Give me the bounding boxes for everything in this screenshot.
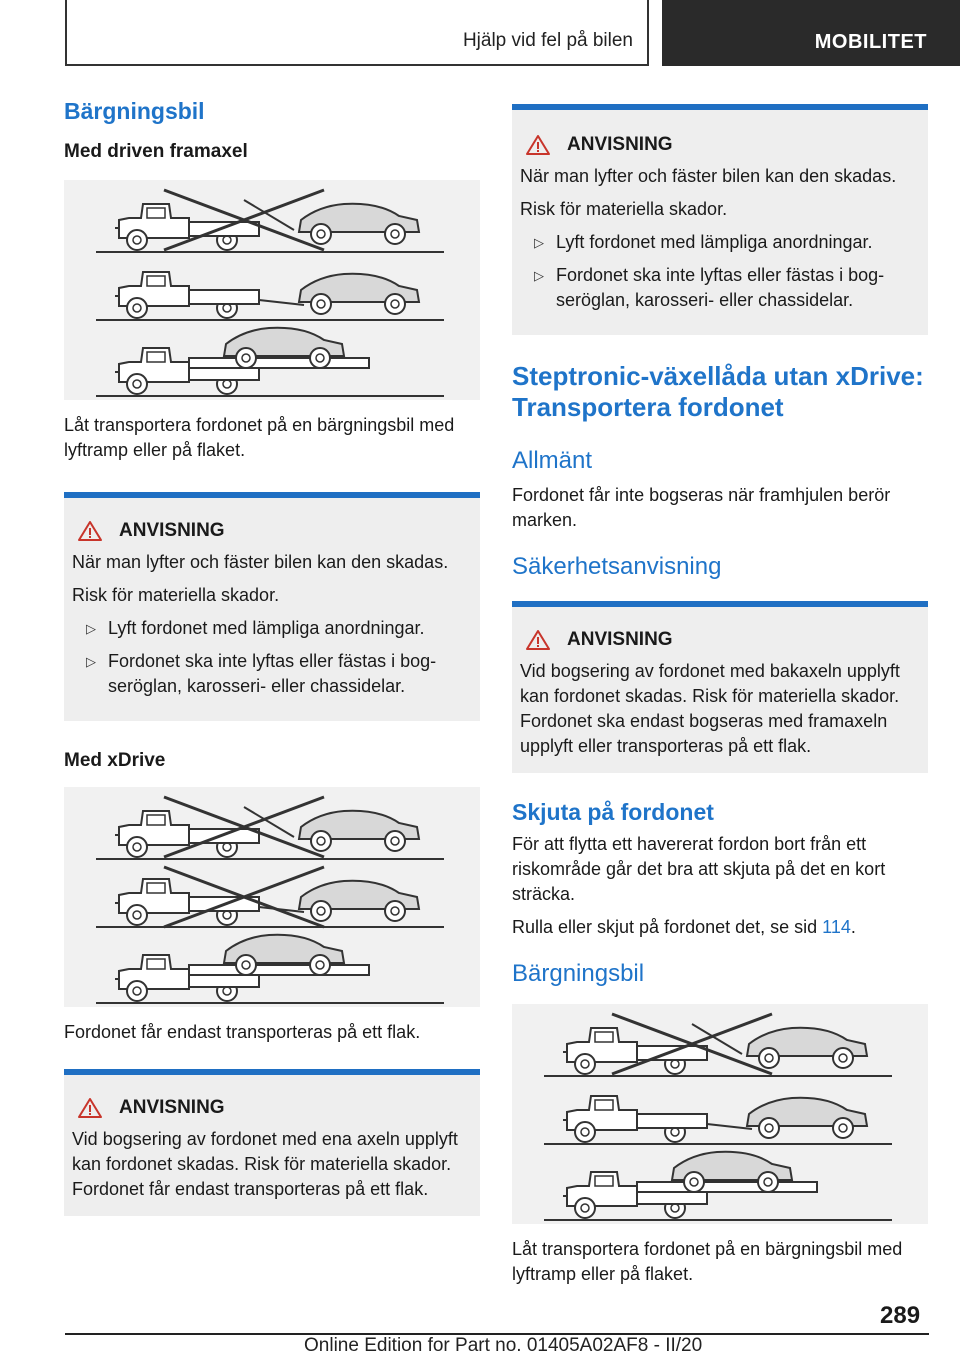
notice-heading [77, 520, 472, 542]
section-title-bargningsbil: Bärgningsbil [64, 98, 205, 124]
caption-right: Låt transportera fordonet på en bärgningsbil med lyftramp eller på flaket. [512, 1239, 903, 1284]
triangle-bullet-icon: ▷ [86, 621, 96, 636]
page-header [0, 0, 960, 66]
notice-line: När man lyfter och fäster bilen kan den skadas. [520, 166, 897, 186]
list-item [534, 263, 920, 313]
warning-triangle-icon [77, 1097, 103, 1119]
caption-front-axle: Låt transportera fordonet på en bärgningsbil med lyftramp eller på flaket. [64, 415, 455, 460]
notice-line: När man lyfter och fäster bilen kan den skadas. [72, 552, 449, 572]
heading-skjuta: Skjuta på fordonet [512, 799, 714, 825]
triangle-bullet-icon: ▷ [534, 268, 544, 283]
tow-illustration-front-axle [64, 180, 480, 400]
paragraph-rulla [512, 915, 928, 940]
tow-illustration-xdrive [64, 787, 480, 1007]
tow-illustration-right [512, 1004, 928, 1224]
list-item-text: Lyft fordonet med lämpliga anordningar. [108, 618, 425, 638]
heading-allmant: Allmänt [512, 447, 593, 474]
list-item-text: Fordonet ska inte lyftas eller fästas i bogseröglan, karosseri- eller chassidelar. [556, 265, 885, 310]
notice-box-right-1 [512, 104, 928, 335]
notice-list [520, 230, 920, 313]
list-item [534, 230, 920, 255]
list-item [86, 649, 472, 699]
notice-heading-text: ANVISNING [119, 1097, 225, 1118]
notice-box-left-2 [64, 1069, 480, 1216]
paragraph-rulla-end: . [850, 917, 856, 937]
notice-box-right-2 [512, 601, 928, 773]
page-reference-link[interactable]: 114 [822, 917, 851, 937]
section-title-steptronic: Steptronic-växellåda utan xDrive: Transportera fordonet [512, 361, 924, 422]
list-item-text: Fordonet ska inte lyftas eller fästas i bogseröglan, karosseri- eller chassidelar. [108, 651, 437, 696]
paragraph-rulla-text: Rulla eller skjut på fordonet det, se sid [512, 917, 823, 937]
warning-triangle-icon [77, 520, 103, 542]
header-section-box [65, 0, 649, 66]
triangle-bullet-icon: ▷ [534, 235, 544, 250]
heading-bargningsbil-right: Bärgningsbil [512, 960, 645, 987]
notice-heading-text: ANVISNING [119, 520, 225, 541]
heading-sakerhetsanvisning: Säkerhetsanvisning [512, 553, 722, 580]
header-chapter-tab [662, 0, 960, 66]
notice-heading-text: ANVISNING [567, 134, 673, 155]
header-chapter-label: MOBILITET [814, 31, 927, 53]
notice-heading [525, 629, 920, 651]
triangle-bullet-icon: ▷ [86, 654, 96, 669]
caption-xdrive: Fordonet får endast transporteras på ett flak. [64, 1022, 421, 1042]
notice-text: Vid bogsering av fordonet med bakaxeln upplyft kan fordonet skadas. Risk för materiella skador. Fordonet ska endast bogseras med framaxeln upplyft eller transporteras på ett flak. [520, 661, 900, 756]
notice-heading [525, 134, 920, 156]
list-item [86, 616, 472, 641]
notice-text: Vid bogsering av fordonet med ena axeln upplyft kan fordonet skadas. Risk för materiella skador. Fordonet får endast transporteras på ett flak. [72, 1129, 458, 1199]
footer-edition: Online Edition for Part no. 01405A02AF8 - II/20 [304, 1335, 703, 1356]
notice-heading [77, 1097, 472, 1119]
notice-line: Risk för materiella skador. [520, 199, 728, 219]
subheading-driven-framaxel: Med driven framaxel [64, 141, 248, 162]
list-item-text: Lyft fordonet med lämpliga anordningar. [556, 232, 873, 252]
left-column [64, 98, 480, 1216]
warning-triangle-icon [525, 629, 551, 651]
notice-box-left-1 [64, 492, 480, 721]
page-number: 289 [880, 1302, 921, 1329]
notice-line: Risk för materiella skador. [72, 585, 280, 605]
notice-list [72, 616, 472, 699]
subheading-xdrive: Med xDrive [64, 750, 166, 771]
warning-triangle-icon [525, 134, 551, 156]
header-section-title: Hjälp vid fel på bilen [462, 30, 633, 51]
paragraph-skjuta: För att flytta ett havererat fordon bort från ett riskområde går det bra att skjuta på det en kort sträcka. [512, 834, 886, 904]
right-column [512, 104, 928, 1287]
notice-heading-text: ANVISNING [567, 629, 673, 650]
paragraph-allmant: Fordonet får inte bogseras när framhjulen berör marken. [512, 485, 891, 530]
